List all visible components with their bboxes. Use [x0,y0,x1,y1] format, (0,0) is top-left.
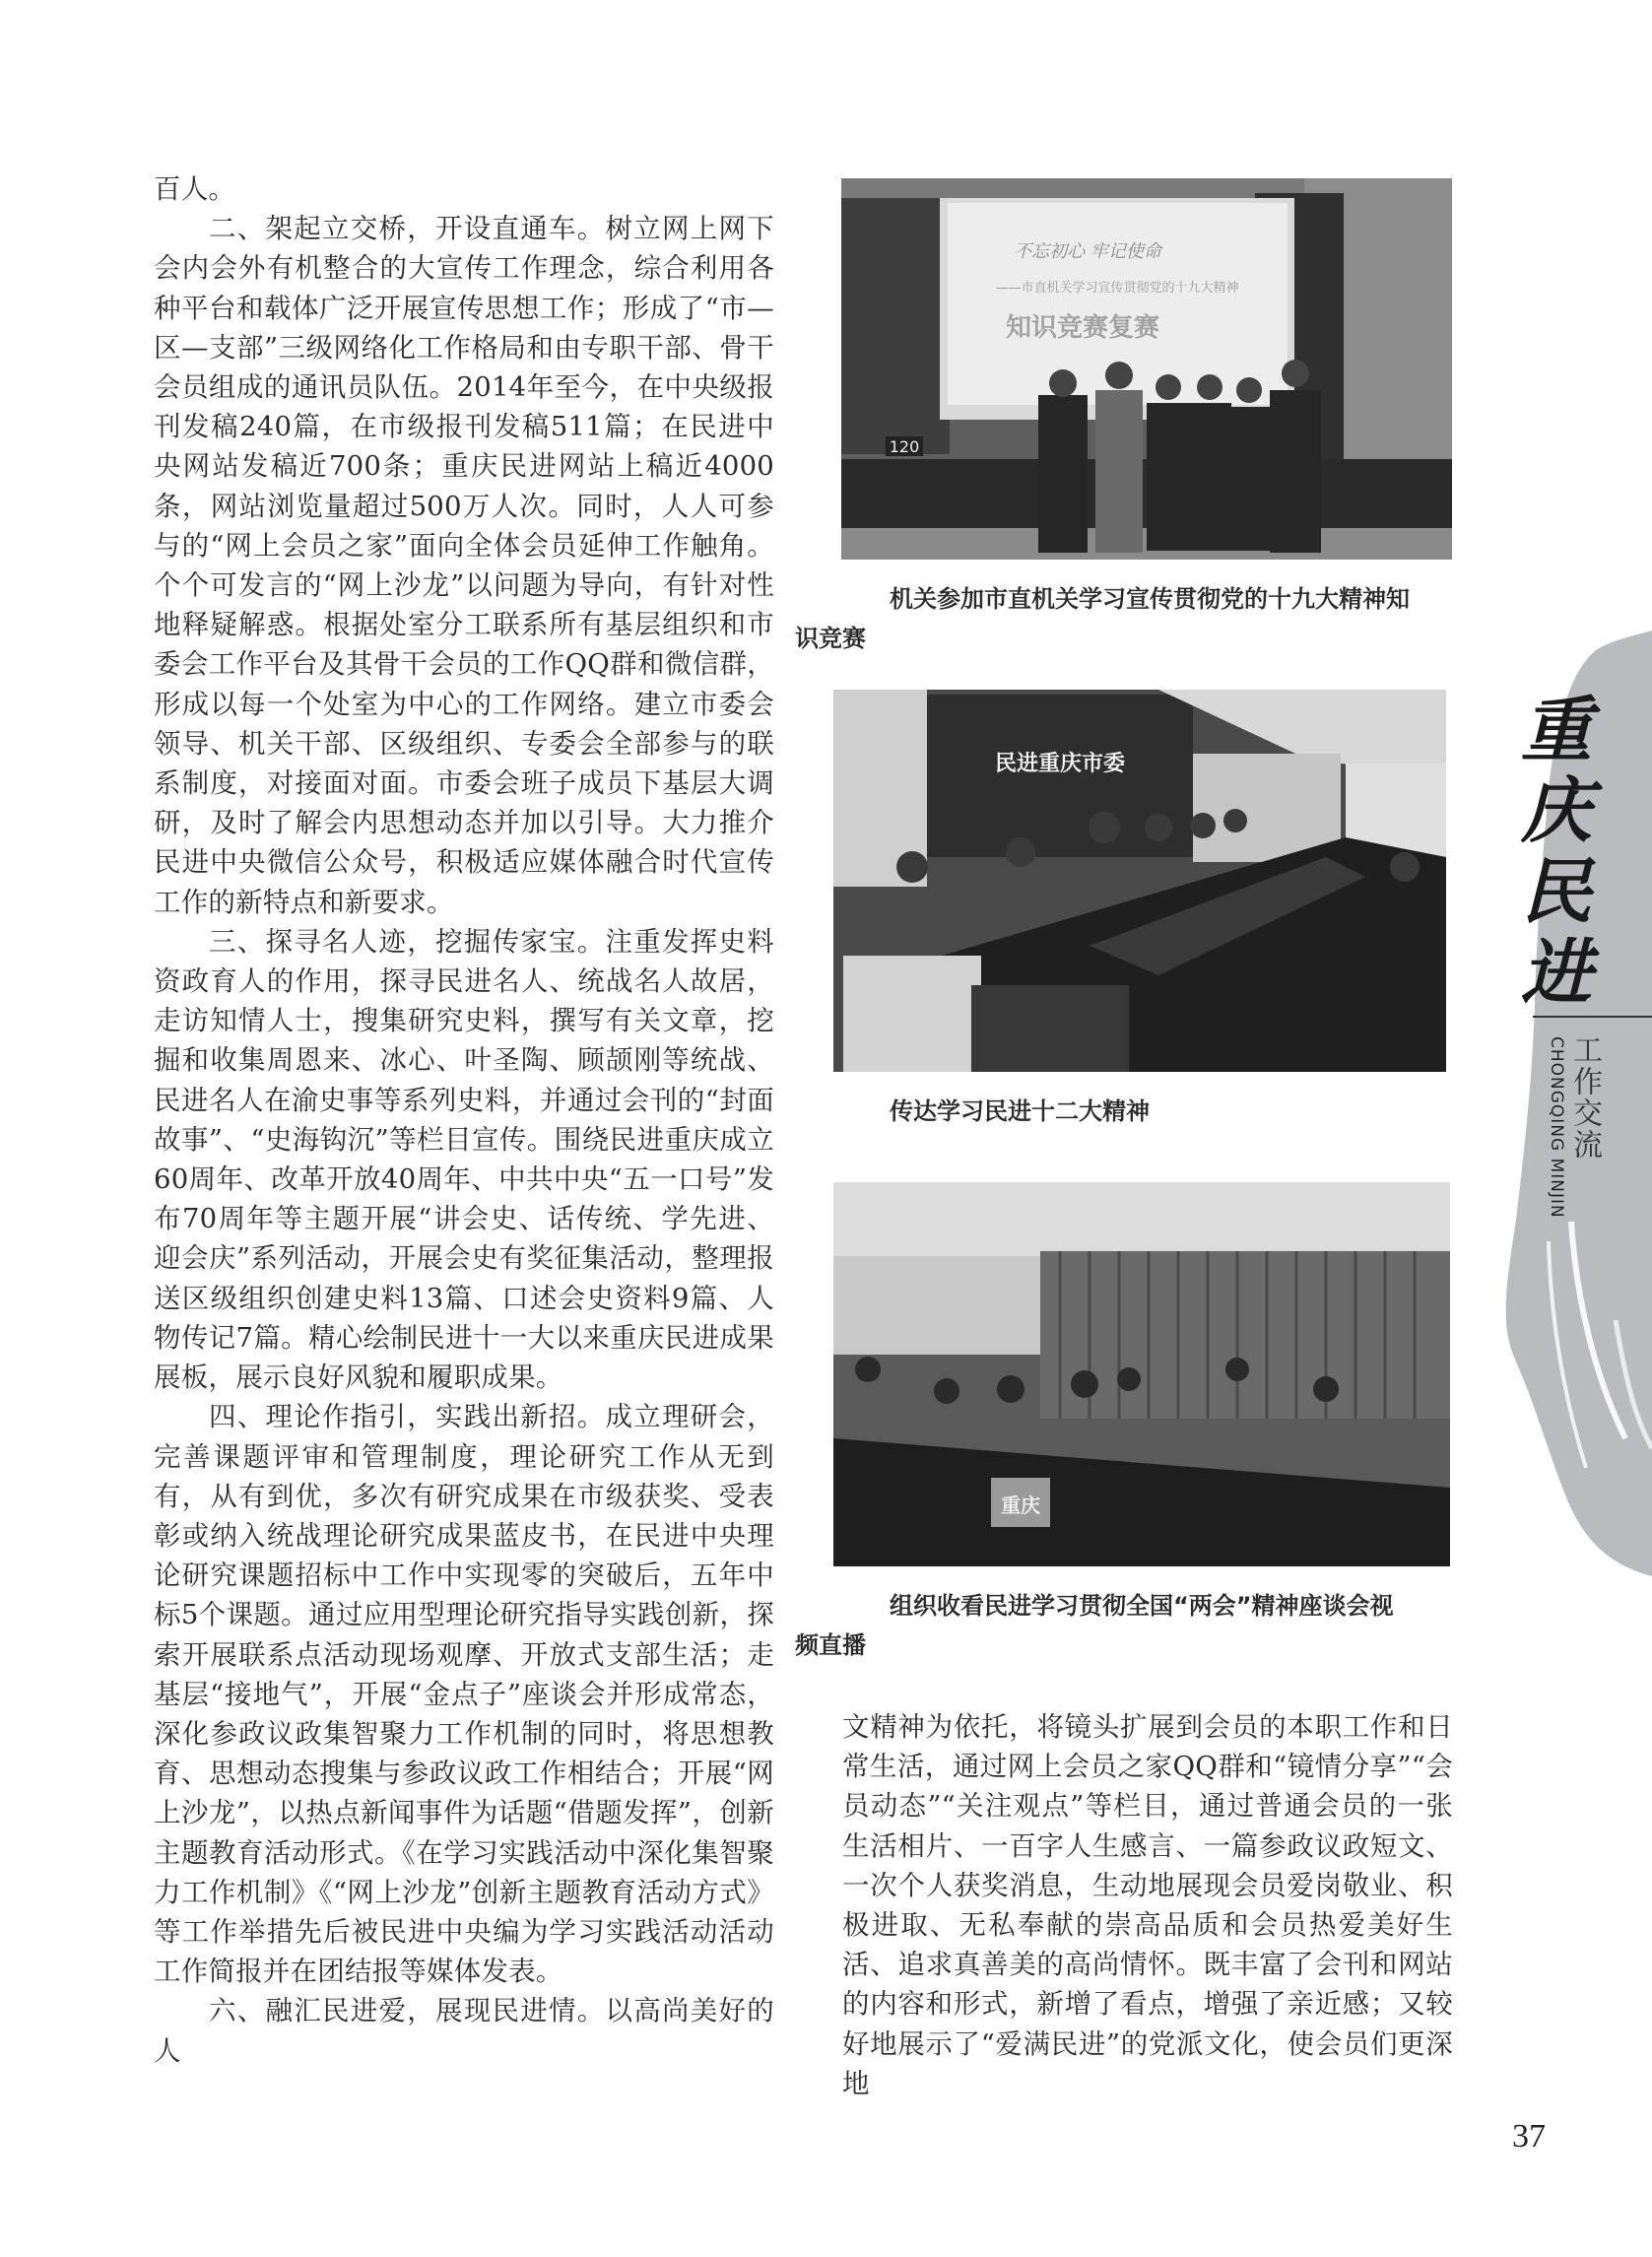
screen-title-3: 知识竞赛复赛 [1005,313,1160,343]
photo-meeting-roundtable-image [833,690,1446,1072]
photo-knowledge-contest [841,178,1452,560]
scoreboard: 120 [889,437,920,456]
masthead-char: 重 [1520,688,1592,771]
table-sign: 重庆 [1001,1494,1040,1517]
photo-video-broadcast-meeting-image [833,1182,1450,1566]
right-column-body [842,1707,1453,2103]
masthead-char: 民 [1520,849,1592,933]
photo-caption [795,579,1453,658]
paragraph: 六、融汇民进爱，展现民进情。以高尚美好的人 [154,1995,774,2067]
caption-line: 识竞赛 [795,625,866,652]
photo-video-broadcast-meeting [833,1182,1450,1566]
masthead-char: 进 [1520,930,1592,1014]
masthead-char: 庆 [1520,768,1592,852]
paragraph: 百人。 [154,173,236,205]
caption-line: 传达学习民进十二大精神 [890,1097,1150,1125]
masthead-calligraphy [1517,690,1596,1013]
caption-line: 频直播 [795,1631,866,1659]
wall-sign: 民进重庆市委 [994,752,1126,776]
section-title: 工作交流 [1567,1034,1602,1161]
section-divider [1533,1016,1652,1018]
paragraph: 四、理论作指引，实践出新招。成立理研会，完善课题评审和管理制度，理论研究工作从无到有，从有到优，多次有研究成果在市级获奖、受表彰或纳入统战理论研究成果蓝皮书，在民进中央理论研究课题招标中工作中实现零的突破后，五年中标5个课题。通过应用型理论研究指导实践创新，探索开展联系点活动现场观摩、开放式支部生活；走基层“接地气”，开展“金点子”座谈会并形成常态，深化参政议政集智聚力工作机制的同时，将思想教育、思想动态搜集与参政议政工作相结合；开展“网上沙龙”，以热点新闻事件为话题“借题发挥”，创新主题教育活动形式。《在学习实践活动中深化集智聚力工作机制》《“网上沙龙”创新主题教育活动方式》等工作举措先后被民进中央编为学习实践活动活动工作简报并在团结报等媒体发表。 [154,1401,774,1988]
paragraph: 三、探寻名人迹，挖掘传家宝。注重发挥史料资政育人的作用，探寻民进名人、统战名人故居，走访知情人士，搜集研究史料，撰写有关文章，挖掘和收集周恩来、冰心、叶圣陶、顾颉刚等统战、民进名人在渝史事等系列史料，并通过会刊的“封面故事”、“史海钩沉”等栏目宣传。围绕民进重庆成立60周年、改革开放40周年、中共中央“五一口号”发布70周年等主题开展“讲会史、话传统、学先进、迎会庆”系列活动，开展会史有奖征集活动，整理报送区级组织创建史料13篇、口述会史资料9篇、人物传记7篇。精心绘制民进十一大以来重庆民进成果展板，展示良好风貌和履职成果。 [154,925,774,1394]
screen-title-1: 不忘初心 牢记使命 [1014,241,1161,262]
photo-knowledge-contest-image [841,178,1452,560]
screen-title-2: ——市直机关学习宣传贯彻党的十九大精神 [995,281,1239,296]
section-title-en: CHONGQING MINJIN [1547,1036,1566,1219]
caption-line: 组织收看民进学习贯彻全国“两会”精神座谈会视 [890,1592,1394,1620]
photo-meeting-roundtable [833,690,1446,1072]
caption-line: 机关参加市直机关学习宣传贯彻党的十九大精神知 [890,585,1410,613]
photo-caption [795,1586,1453,1665]
paragraph: 二、架起立交桥，开设直通车。树立网上网下会内会外有机整合的大宣传工作理念，综合利用各种平台和载体广泛开展宣传思想工作；形成了“市—区—支部”三级网络化工作格局和由专职干部、骨干会员组成的通讯员队伍。2014年至今，在中央级报刊发稿240篇，在市级报刊发稿511篇；在民进中央网站发稿近700条；重庆民进网站上稿近4000条，网站浏览量超过500万人次。同时，人人可参与的“网上会员之家”面向全体会员延伸工作触角。个个可发言的“网上沙龙”以问题为导向，有针对性地释疑解惑。根据处室分工联系所有基层组织和市委会工作平台及其骨干会员的工作QQ群和微信群，形成以每一个处室为中心的工作网络。建立市委会领导、机关干部、区级组织、专委会全部参与的联系制度，对接面对面。市委会班子成员下基层大调研，及时了解会内思想动态并加以引导。大力推介民进中央微信公众号，积极适应媒体融合时代宣传工作的新特点和新要求。 [154,213,774,918]
photo-caption [842,1092,1453,1131]
left-column-body [154,169,774,2071]
page-number: 37 [1512,2118,1546,2155]
paragraph: 文精神为依托，将镜头扩展到会员的本职工作和日常生活，通过网上会员之家QQ群和“镜情分享”“会员动态”“关注观点”等栏目，通过普通会员的一张生活相片、一百字人生感言、一篇参政议政短文、一次个人获奖消息，生动地展现会员爱岗敬业、积极进取、无私奉献的崇高品质和会员热爱美好生活、追求真善美的高尚情怀。既丰富了会刊和网站的内容和形式，新增了看点，增强了亲近感；又较好地展示了“爱满民进”的党派文化，使会员们更深地 [842,1711,1453,2099]
